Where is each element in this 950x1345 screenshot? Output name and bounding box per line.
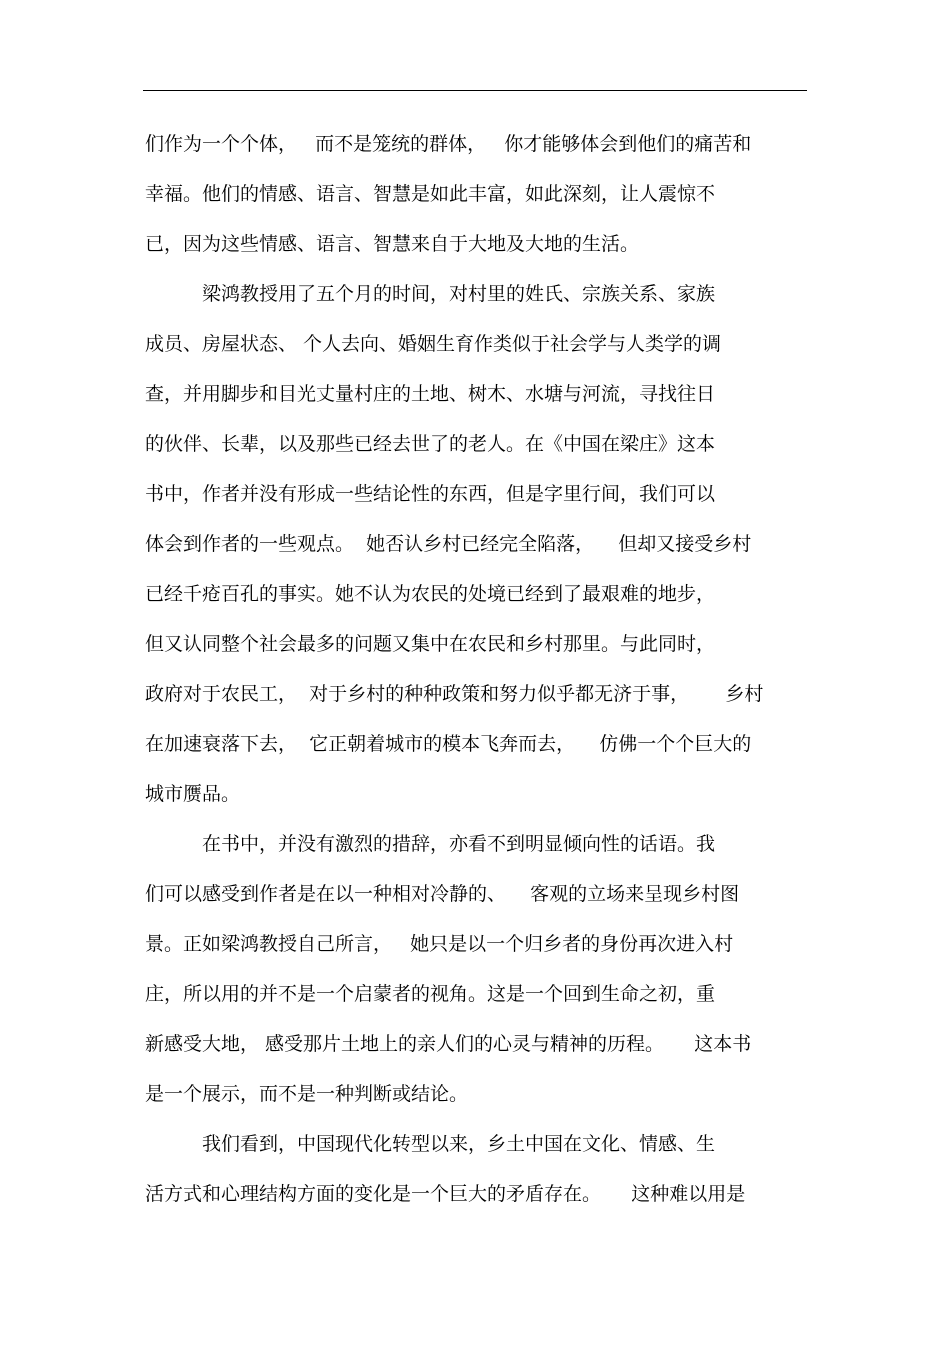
text-line: 们可以感受到作者是在以一种相对冷静的、 客观的立场来呈现乡村图 bbox=[145, 883, 740, 905]
text-line: 已，因为这些情感、语言、智慧来自于大地及大地的生活。 bbox=[145, 233, 640, 255]
text-line: 们作为一个个体， 而不是笼统的群体， 你才能够体会到他们的痛苦和 bbox=[145, 133, 752, 155]
paragraph-first-line: 在书中，并没有激烈的措辞，亦看不到明显倾向性的话语。我 bbox=[202, 833, 716, 855]
text-line: 书中，作者并没有形成一些结论性的东西，但是字里行间，我们可以 bbox=[145, 483, 716, 505]
text-line: 体会到作者的一些观点。 她否认乡村已经完全陷落， 但却又接受乡村 bbox=[145, 533, 752, 555]
text-line: 但又认同整个社会最多的问题又集中在农民和乡村那里。与此同时， bbox=[145, 633, 716, 655]
text-line: 幸福。他们的情感、语言、智慧是如此丰富，如此深刻，让人震惊不 bbox=[145, 183, 716, 205]
paragraph-first-line: 梁鸿教授用了五个月的时间，对村里的姓氏、宗族关系、家族 bbox=[202, 283, 716, 305]
text-line: 新感受大地， 感受那片土地上的亲人们的心灵与精神的历程。 这本书 bbox=[145, 1033, 752, 1055]
text-line: 在加速衰落下去， 它正朝着城市的模本飞奔而去， 仿佛一个个巨大的 bbox=[145, 733, 752, 755]
text-line: 景。正如梁鸿教授自己所言， 她只是以一个归乡者的身份再次进入村 bbox=[145, 933, 734, 955]
text-line: 的伙伴、长辈，以及那些已经去世了的老人。在《中国在梁庄》这本 bbox=[145, 433, 716, 455]
text-line: 成员、房屋状态、 个人去向、婚姻生育作类似于社会学与人类学的调 bbox=[145, 333, 722, 355]
text-line: 城市赝品。 bbox=[145, 783, 241, 805]
text-line: 政府对于农民工， 对于乡村的种种政策和努力似乎都无济于事， 乡村 bbox=[145, 683, 764, 705]
text-line: 已经千疮百孔的事实。她不认为农民的处境已经到了最艰难的地步， bbox=[145, 583, 716, 605]
paragraph-first-line: 我们看到，中国现代化转型以来，乡土中国在文化、情感、生 bbox=[202, 1133, 716, 1155]
text-line: 庄，所以用的并不是一个启蒙者的视角。这是一个回到生命之初，重 bbox=[145, 983, 716, 1005]
text-line: 是一个展示，而不是一种判断或结论。 bbox=[145, 1083, 469, 1105]
header-rule bbox=[143, 90, 807, 91]
text-line: 查，并用脚步和目光丈量村庄的土地、树木、水塘与河流，寻找往日 bbox=[145, 383, 716, 405]
text-line: 活方式和心理结构方面的变化是一个巨大的矛盾存在。 这种难以用是 bbox=[145, 1183, 746, 1205]
